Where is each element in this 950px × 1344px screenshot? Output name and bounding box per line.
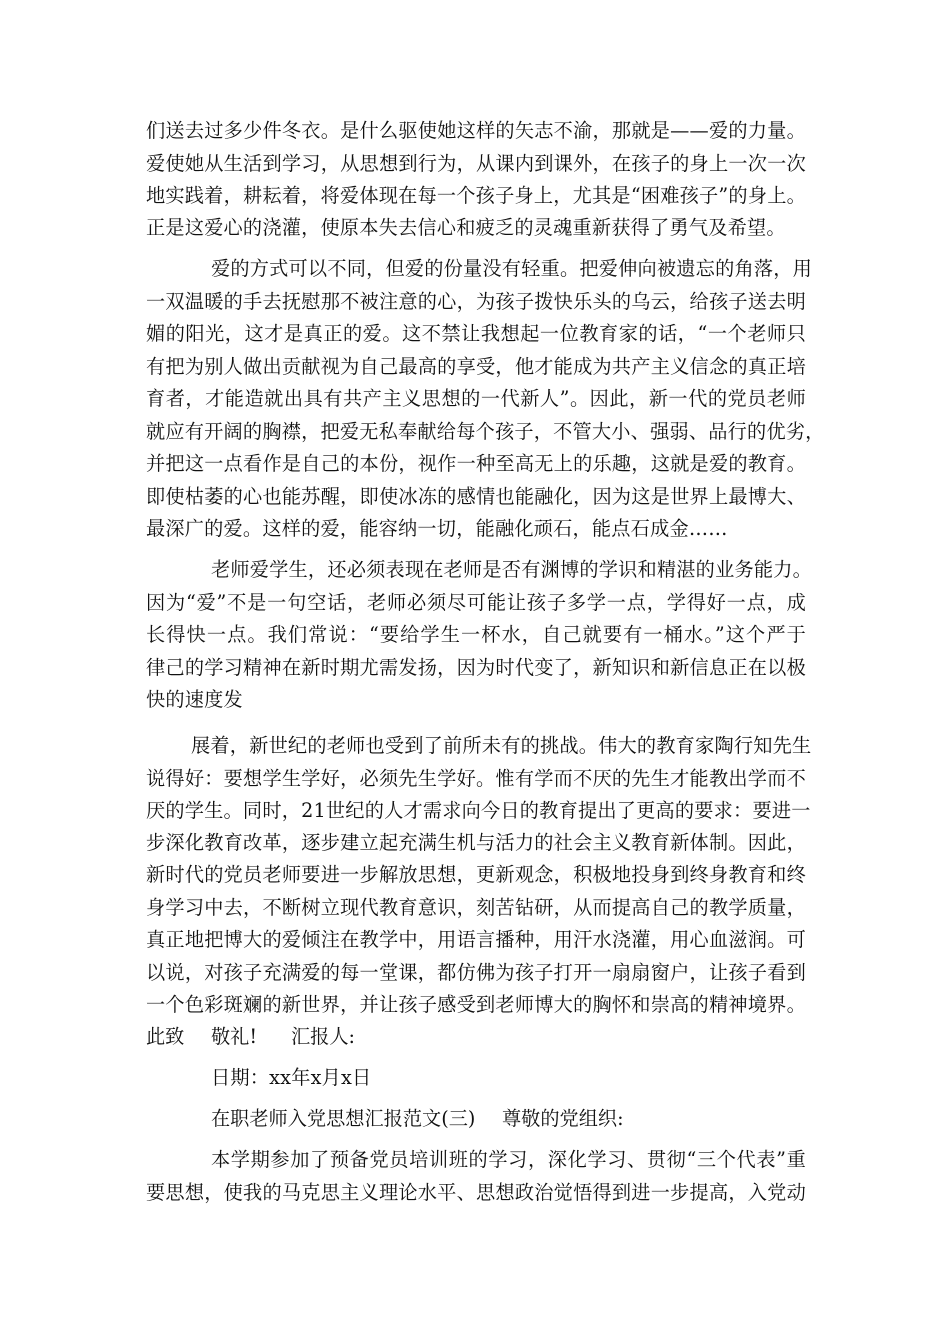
paragraph-4-line-7: 真正地把博大的爱倾注在教学中，用语言播种，用汗水浇灌，用心血滋润。可 [146, 928, 806, 951]
paragraph-2-line-4: 有把为别人做出贡献视为自己最高的享受，他才能成为共产主义信念的真正培 [146, 355, 806, 378]
paragraph-4-line-1: 展着，新世纪的老师也受到了前所未有的挑战。伟大的教育家陶行知先生 [191, 734, 812, 757]
paragraph-2-line-3: 媚的阳光，这才是真正的爱。这不禁让我想起一位教育家的话，“一个老师只 [146, 322, 806, 345]
paragraph-3-line-3: 长得快一点。我们常说：“要给学生一杯水，自己就要有一桶水。”这个严于 [146, 623, 806, 646]
paragraph-4-line-4: 步深化教育改革，逐步建立起充满生机与活力的社会主义教育新体制。因此， [146, 831, 806, 854]
paragraph-3-line-5: 快的速度发 [146, 688, 243, 711]
paragraph-3-line-4: 律己的学习精神在新时期尤需发扬，因为时代变了，新知识和新信息正在以极 [146, 656, 806, 679]
paragraph-5-line-1: 本学期参加了预备党员培训班的学习，深化学习、贯彻“三个代表”重 [211, 1148, 806, 1171]
paragraph-5-line-2: 要思想，使我的马克思主义理论水平、思想政治觉悟得到进一步提高，入党动 [146, 1181, 806, 1204]
paragraph-2-line-5: 育者，才能造就出具有共产主义思想的一代新人”。因此，新一代的党员老师 [146, 387, 806, 410]
salutation: 尊敬的党组织: [502, 1107, 624, 1130]
paragraph-2-line-6: 就应有开阔的胸襟，把爱无私奉献给每个孩子，不管大小、强弱、品行的优劣， [146, 420, 825, 443]
paragraph-2-line-1: 爱的方式可以不同，但爱的份量没有轻重。把爱伸向被遗忘的角落，用 [211, 257, 813, 280]
paragraph-4-line-2: 说得好：要想学生学好，必须先生学好。惟有学而不厌的先生才能教出学而不 [146, 767, 806, 790]
report-date: 日期：xx年x月x日 [211, 1066, 372, 1089]
paragraph-4-line-9: 一个色彩斑斓的新世界，并让孩子感受到老师博大的胸怀和崇高的精神境界。 [146, 993, 806, 1016]
paragraph-2-line-7: 并把这一点看作是自己的本份，视作一种至高无上的乐趣，这就是爱的教育。 [146, 452, 806, 475]
closing-reporter: 汇报人: [291, 1025, 356, 1048]
paragraph-1-line-4: 正是这爱心的浇灌，使原本失去信心和疲乏的灵魂重新获得了勇气及希望。 [146, 216, 786, 239]
paragraph-1-line-2: 爱使她从生活到学习，从思想到行为，从课内到课外，在孩子的身上一次一次 [146, 152, 806, 175]
paragraph-4-line-6: 身学习中去，不断树立现代教育意识，刻苦钻研，从而提高自己的教学质量， [146, 896, 806, 919]
paragraph-4-line-5: 新时代的党员老师要进一步解放思想，更新观念，积极地投身到终身教育和终 [146, 863, 806, 886]
paragraph-1-line-3: 地实践着，耕耘着，将爱体现在每一个孩子身上，尤其是“困难孩子”的身上。 [146, 184, 806, 207]
paragraph-3-line-2: 因为“爱”不是一句空话，老师必须尽可能让孩子多学一点，学得好一点，成 [146, 591, 806, 614]
paragraph-4-line-3: 厌的学生。同时，21世纪的人才需求向今日的教育提出了更高的要求：要进一 [146, 799, 811, 822]
closing-cizhi: 此致 [146, 1025, 185, 1048]
paragraph-2-line-9: 最深广的爱。这样的爱，能容纳一切，能融化顽石，能点石成金…… [146, 517, 728, 540]
paragraph-2-line-8: 即使枯萎的心也能苏醒，即使冰冻的感情也能融化，因为这是世界上最博大、 [146, 485, 806, 508]
paragraph-1-line-1: 们送去过多少件冬衣。是什么驱使她这样的矢志不渝，那就是——爱的力量。 [146, 119, 806, 142]
paragraph-4-line-8: 以说，对孩子充满爱的每一堂课，都仿佛为孩子打开一扇扇窗户，让孩子看到 [146, 961, 806, 984]
paragraph-2-line-2: 一双温暖的手去抚慰那不被注意的心，为孩子拨快乐头的乌云，给孩子送去明 [146, 290, 806, 313]
closing-jingli: 敬礼! [211, 1025, 258, 1048]
article-title: 在职老师入党思想汇报范文(三) [211, 1107, 476, 1130]
paragraph-3-line-1: 老师爱学生，还必须表现在老师是否有渊博的学识和精湛的业务能力。 [211, 558, 813, 581]
